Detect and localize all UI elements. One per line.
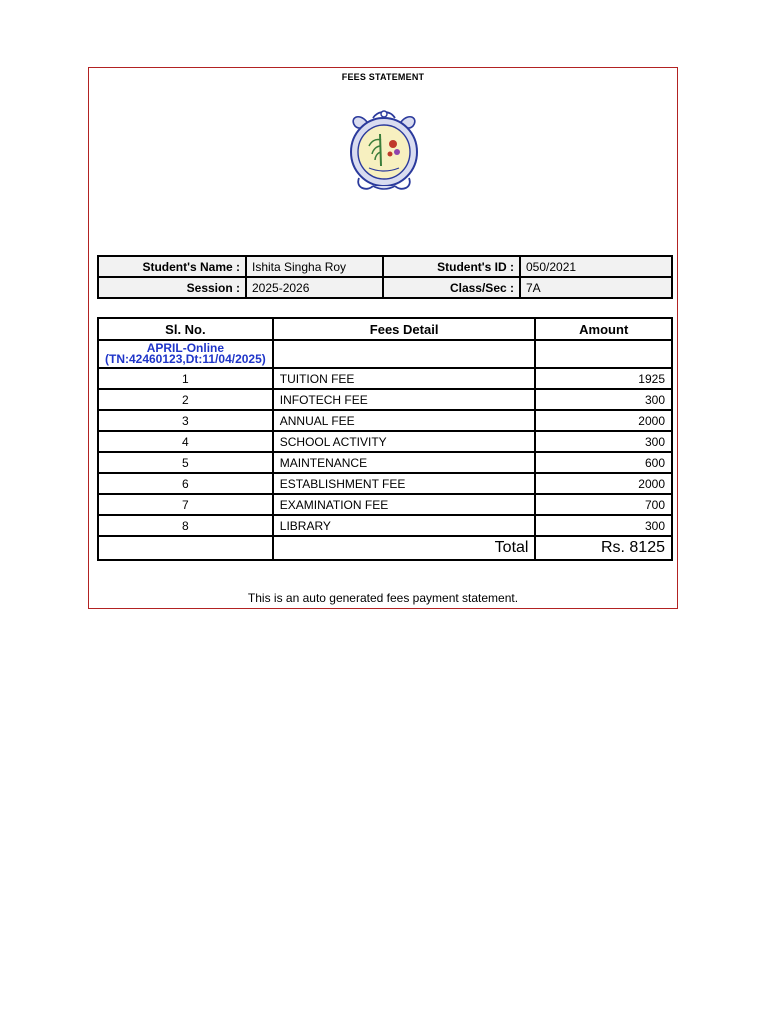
page-title: FEES STATEMENT — [341, 72, 425, 82]
payment-month: APRIL-Online — [146, 341, 225, 355]
table-row — [98, 515, 672, 536]
student-name-label: Student's Name : — [98, 256, 246, 277]
school-crest-icon — [345, 108, 423, 194]
row-detail: INFOTECH FEE — [273, 389, 536, 410]
row-sl: 7 — [98, 494, 273, 515]
row-sl: 5 — [98, 452, 273, 473]
payment-info — [98, 340, 273, 368]
row-detail: MAINTENANCE — [273, 452, 536, 473]
table-row — [98, 431, 672, 452]
row-sl: 8 — [98, 515, 273, 536]
table-row — [98, 494, 672, 515]
table-row — [98, 368, 672, 389]
table-row — [98, 389, 672, 410]
row-detail: SCHOOL ACTIVITY — [273, 431, 536, 452]
row-detail: ANNUAL FEE — [273, 410, 536, 431]
row-detail: LIBRARY — [273, 515, 536, 536]
total-empty-cell — [98, 536, 273, 560]
student-name-value: Ishita Singha Roy — [246, 256, 383, 277]
row-sl: 3 — [98, 410, 273, 431]
row-amount: 300 — [535, 389, 672, 410]
header-sl-no: Sl. No. — [98, 318, 273, 340]
header-amount: Amount — [535, 318, 672, 340]
student-id-value: 050/2021 — [520, 256, 672, 277]
row-amount: 300 — [535, 515, 672, 536]
row-amount: 2000 — [535, 410, 672, 431]
payment-info-detail — [273, 340, 536, 368]
student-id-label: Student's ID : — [383, 256, 520, 277]
row-amount: 700 — [535, 494, 672, 515]
session-value: 2025-2026 — [246, 277, 383, 298]
payment-transaction: (TN:42460123,Dt:11/04/2025) — [105, 352, 266, 366]
total-value: Rs. 8125 — [535, 536, 672, 560]
row-sl: 1 — [98, 368, 273, 389]
payment-info-row — [98, 340, 672, 368]
row-sl: 4 — [98, 431, 273, 452]
row-detail: TUITION FEE — [273, 368, 536, 389]
total-label: Total — [273, 536, 536, 560]
session-label: Session : — [98, 277, 246, 298]
row-amount: 300 — [535, 431, 672, 452]
student-info-table — [97, 255, 673, 299]
header-fees-detail: Fees Detail — [273, 318, 536, 340]
row-sl: 2 — [98, 389, 273, 410]
total-row — [98, 536, 672, 560]
row-detail: EXAMINATION FEE — [273, 494, 536, 515]
table-row — [98, 452, 672, 473]
class-label: Class/Sec : — [383, 277, 520, 298]
fees-table — [97, 317, 673, 561]
fees-statement — [88, 67, 678, 609]
payment-info-amount — [535, 340, 672, 368]
row-detail: ESTABLISHMENT FEE — [273, 473, 536, 494]
class-value: 7A — [520, 277, 672, 298]
table-row — [98, 473, 672, 494]
footer-note: This is an auto generated fees payment statement. — [247, 591, 519, 605]
table-row — [98, 410, 672, 431]
row-amount: 600 — [535, 452, 672, 473]
row-sl: 6 — [98, 473, 273, 494]
row-amount: 2000 — [535, 473, 672, 494]
row-amount: 1925 — [535, 368, 672, 389]
fees-table-header — [98, 318, 672, 340]
